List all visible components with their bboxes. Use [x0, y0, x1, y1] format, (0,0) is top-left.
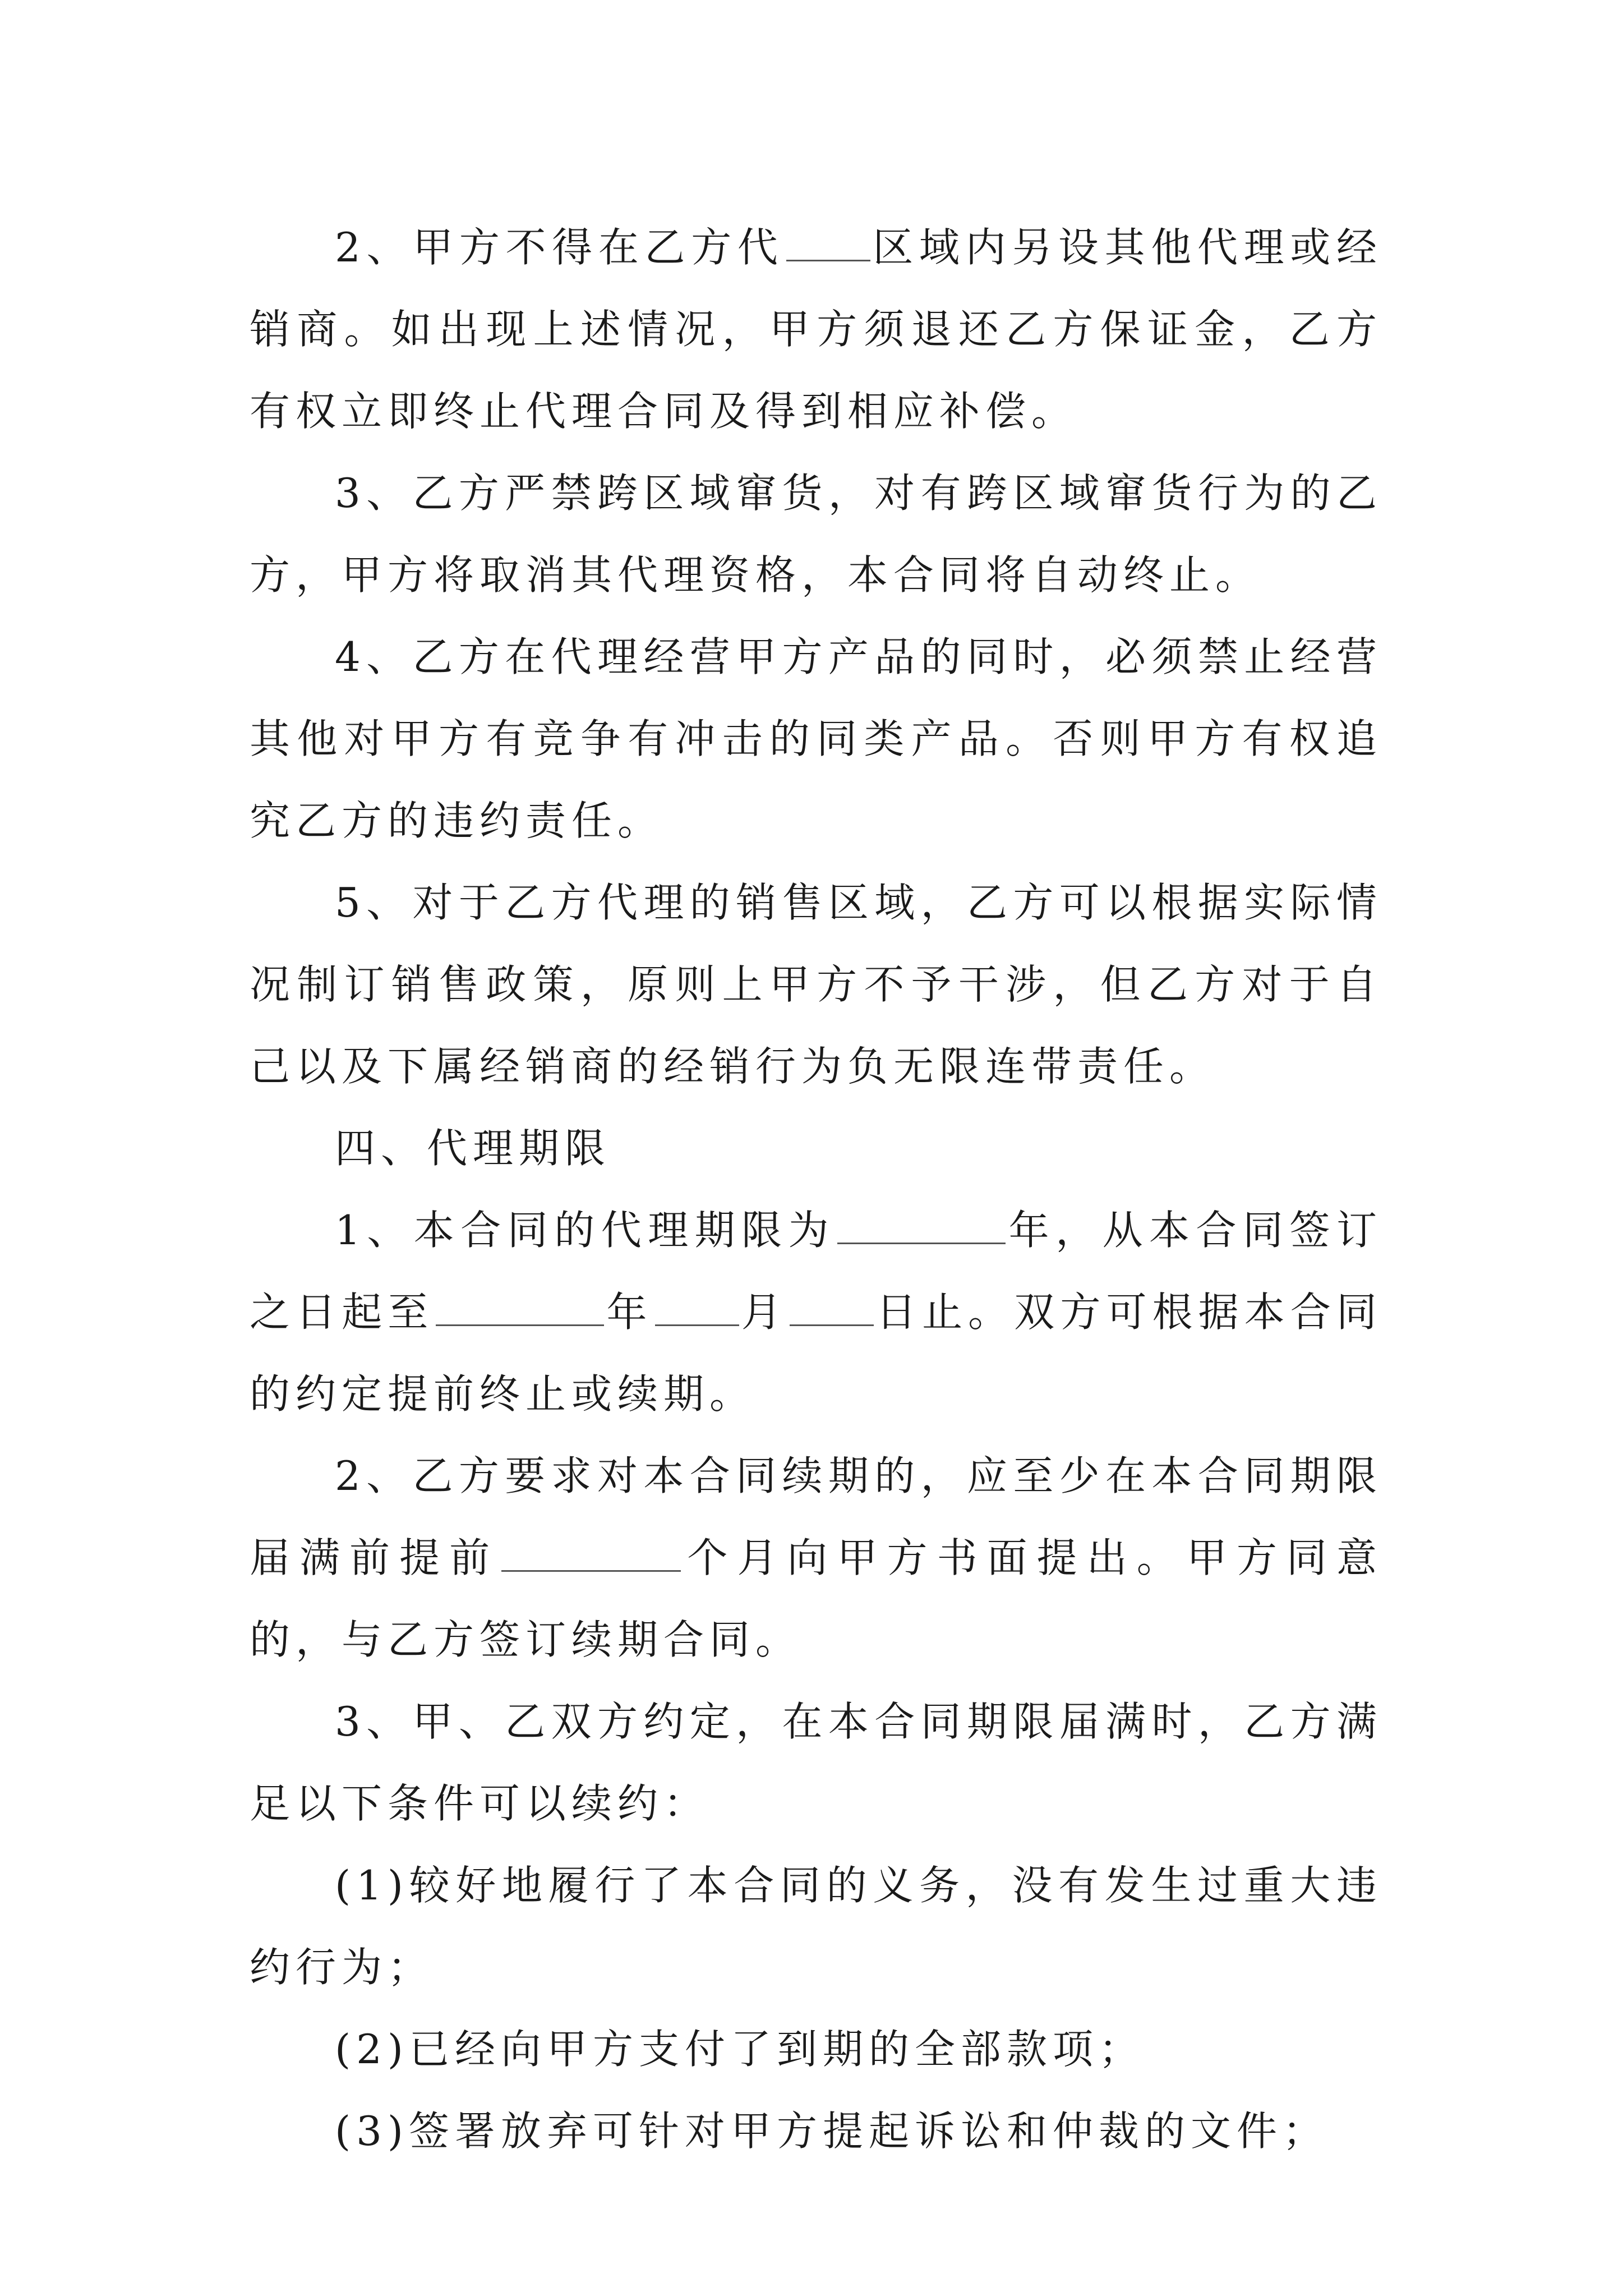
end-day-blank[interactable] — [790, 1291, 874, 1326]
clause-4-1-text-c: 年 — [606, 1289, 653, 1336]
clause-3-4: 4、乙方在代理经营甲方产品的同时，必须禁止经营其他对甲方有竞争有冲击的同类产品。否则甲方有权追究乙方的违约责任。 — [250, 633, 1382, 844]
end-month-blank[interactable] — [655, 1291, 739, 1326]
clause-4-1 — [250, 1189, 1382, 1435]
clause-4-2 — [250, 1435, 1382, 1681]
condition-3: (3)签署放弃可针对甲方提起诉讼和仲裁的文件； — [335, 2108, 1329, 2155]
clause-4-1-text-d: 月 — [741, 1289, 787, 1336]
region-blank[interactable] — [786, 226, 870, 261]
section-4-heading: 四、代理期限 — [335, 1125, 611, 1172]
clause-3-2-text-b: 区域内另设其他代理或经销商。如出现上述情况，甲方须退还乙方保证金，乙方有权立即终止代理合同及得到相应补偿。 — [250, 224, 1382, 435]
clause-3-2-text-a: 2、甲方不得在乙方代 — [335, 224, 784, 271]
clause-3-2 — [250, 206, 1382, 452]
clause-4-1-text-e: 日止。双方可根据本合同的约定提前终止或续期。 — [250, 1289, 1382, 1418]
condition-1: (1)较好地履行了本合同的义务，没有发生过重大违约行为； — [250, 1862, 1382, 1991]
clause-4-2-text-a: 2、乙方要求对本合同续期的，应至少在本合同期限届满前提前 — [250, 1452, 1382, 1581]
document-body — [250, 206, 1382, 2172]
end-year-blank[interactable] — [436, 1291, 604, 1326]
clause-4-2-text-b: 个月向甲方书面提出。甲方同意的，与乙方签订续期合同。 — [250, 1534, 1382, 1663]
clause-4-1-text-b: 年，从本合同签订之日起至 — [250, 1207, 1382, 1336]
condition-2: (2)已经向甲方支付了到期的全部款项； — [335, 2026, 1145, 2073]
clause-4-3: 3、甲、乙双方约定，在本合同期限届满时，乙方满足以下条件可以续约： — [250, 1698, 1382, 1827]
clause-4-1-text-a: 1、本合同的代理期限为 — [335, 1207, 836, 1254]
clause-3-5: 5、对于乙方代理的销售区域，乙方可以根据实际情况制订销售政策，原则上甲方不予干涉，但乙方对于自己以及下属经销商的经销行为负无限连带责任。 — [250, 879, 1382, 1090]
term-years-blank[interactable] — [837, 1209, 1006, 1244]
clause-3-3: 3、乙方严禁跨区域窜货，对有跨区域窜货行为的乙方，甲方将取消其代理资格，本合同将自动终止。 — [250, 470, 1382, 599]
months-notice-blank[interactable] — [501, 1536, 681, 1572]
